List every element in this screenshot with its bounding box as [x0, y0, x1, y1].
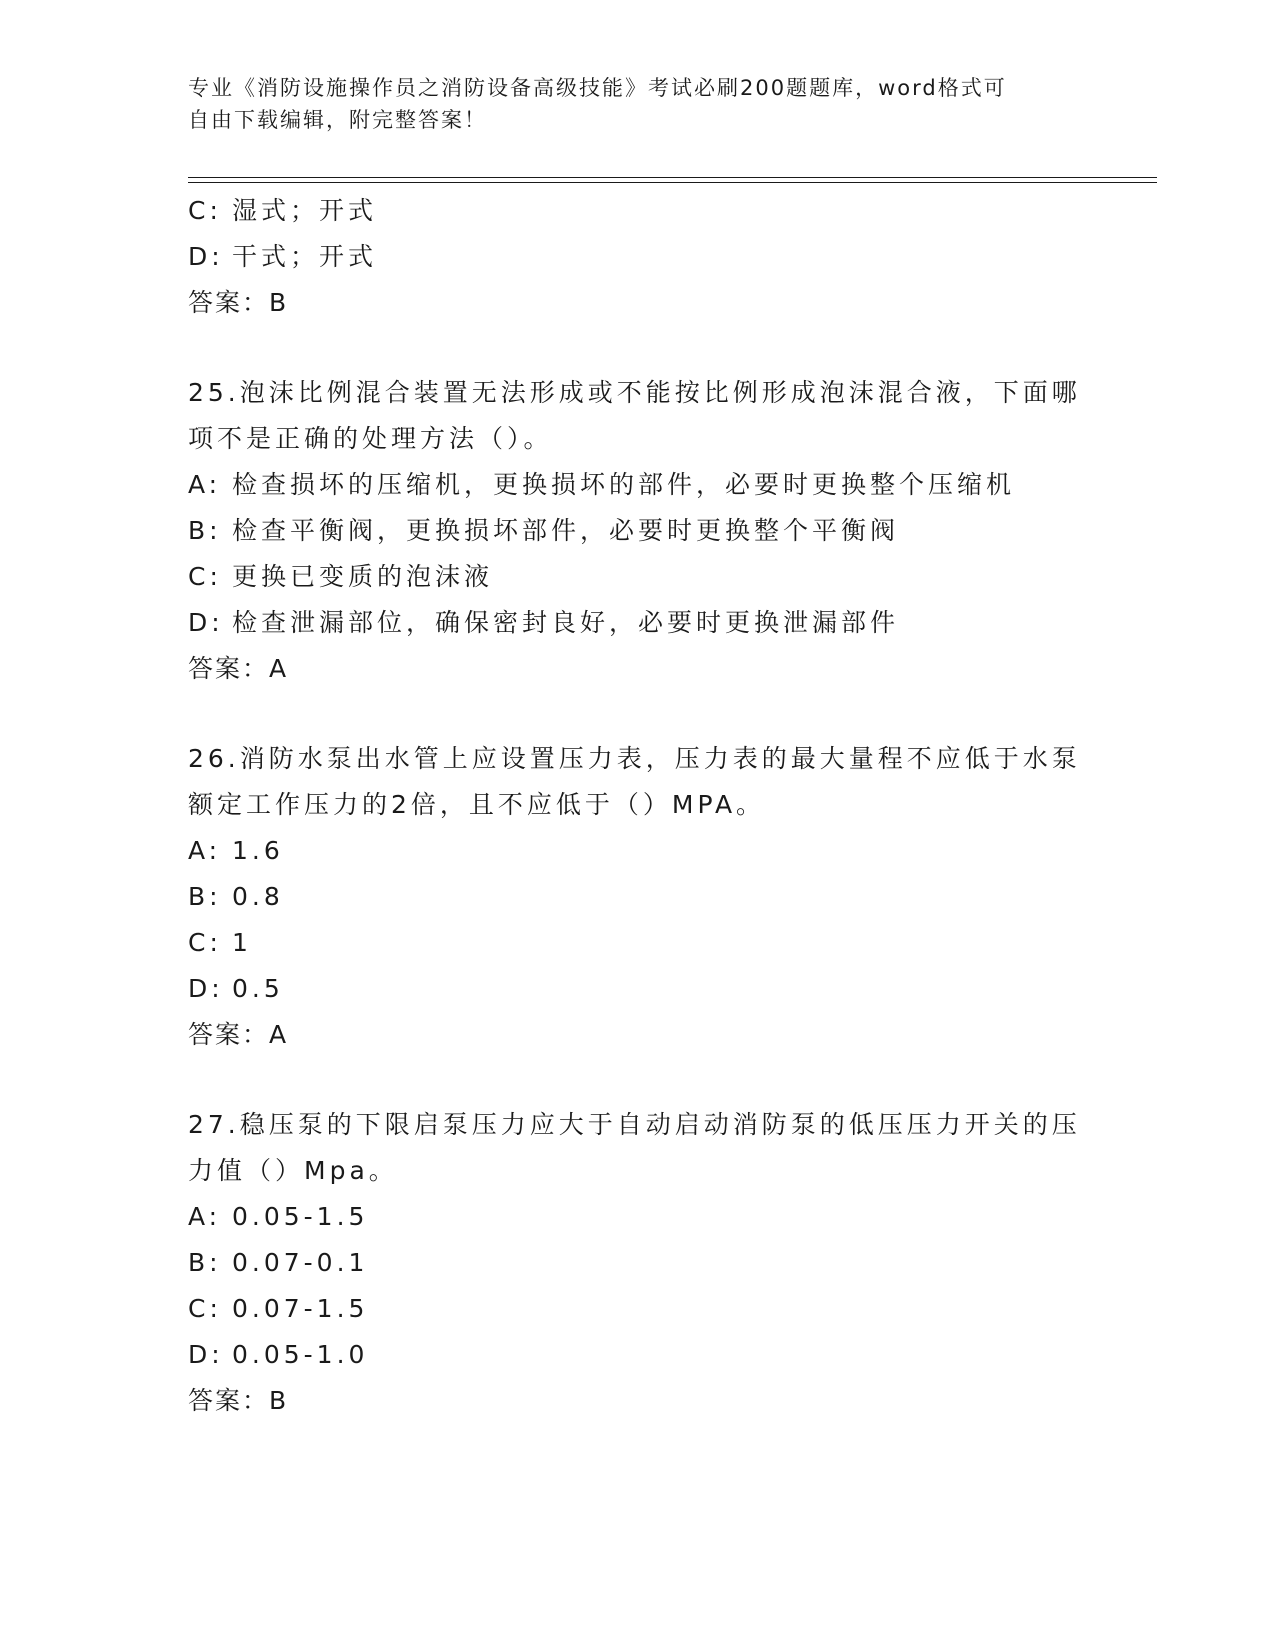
option-text: 检查平衡阀，更换损坏部件，必要时更换整个平衡阀 — [232, 516, 900, 545]
answer-line: 答案：A — [188, 654, 289, 683]
option-b — [188, 1240, 1088, 1286]
option-tag: A: — [188, 470, 222, 499]
document-body — [188, 188, 1088, 1424]
option-text: 0.07-0.1 — [232, 1248, 369, 1277]
header-line-1: 专业《消防设施操作员之消防设备高级技能》考试必刷200题题库，word格式可 — [188, 76, 1007, 100]
option-text: 1 — [232, 928, 252, 957]
option-tag: D: — [188, 974, 224, 1003]
option-d — [188, 1332, 1088, 1378]
option-text: 1.6 — [232, 836, 284, 865]
option-c — [188, 188, 1088, 234]
header-rule-bottom — [188, 182, 1157, 183]
option-text: 干式；开式 — [232, 242, 378, 271]
option-text: 湿式；开式 — [232, 196, 378, 225]
option-tag: A: — [188, 836, 222, 865]
option-b — [188, 874, 1088, 920]
option-c — [188, 1286, 1088, 1332]
option-tag: C: — [188, 928, 222, 957]
spacer — [188, 692, 1088, 736]
option-tag: D: — [188, 608, 224, 637]
option-text: 检查泄漏部位，确保密封良好，必要时更换泄漏部件 — [232, 608, 900, 637]
question-stem-line-2: 额定工作压力的2倍，且不应低于（）MPA。 — [188, 790, 766, 819]
option-b — [188, 508, 1088, 554]
option-text: 检查损坏的压缩机，更换损坏的部件，必要时更换整个压缩机 — [232, 470, 1016, 499]
option-tag: D: — [188, 242, 224, 271]
option-text: 更换已变质的泡沫液 — [232, 562, 494, 591]
question-27 — [188, 1102, 1088, 1424]
answer-line: 答案：A — [188, 1020, 289, 1049]
option-text: 0.05-1.0 — [232, 1340, 369, 1369]
answer-line: 答案：B — [188, 288, 289, 317]
option-text: 0.8 — [232, 882, 284, 911]
option-tag: B: — [188, 882, 222, 911]
question-stem-line-2: 力值（）Mpa。 — [188, 1156, 398, 1185]
option-text: 0.07-1.5 — [232, 1294, 369, 1323]
option-d — [188, 234, 1088, 280]
option-d — [188, 966, 1088, 1012]
answer-line: 答案：B — [188, 1386, 289, 1415]
option-tag: B: — [188, 516, 222, 545]
option-tag: B: — [188, 1248, 222, 1277]
option-tag: C: — [188, 1294, 222, 1323]
question-continuation — [188, 188, 1088, 326]
option-a — [188, 828, 1088, 874]
header-line-2: 自由下载编辑，附完整答案！ — [188, 108, 487, 132]
option-tag: D: — [188, 1340, 224, 1369]
option-tag: A: — [188, 1202, 222, 1231]
option-c — [188, 920, 1088, 966]
document-header — [188, 72, 1068, 136]
option-c — [188, 554, 1088, 600]
question-stem-line-1: 27.稳压泵的下限启泵压力应大于自动启动消防泵的低压压力开关的压 — [188, 1110, 1081, 1139]
spacer — [188, 326, 1088, 370]
option-a — [188, 462, 1088, 508]
option-a — [188, 1194, 1088, 1240]
spacer — [188, 1058, 1088, 1102]
question-25 — [188, 370, 1088, 692]
question-stem-line-1: 26.消防水泵出水管上应设置压力表，压力表的最大量程不应低于水泵 — [188, 744, 1081, 773]
option-text: 0.5 — [232, 974, 284, 1003]
option-d — [188, 600, 1088, 646]
question-stem-line-2: 项不是正确的处理方法（）。 — [188, 424, 553, 453]
option-tag: C: — [188, 562, 222, 591]
question-stem-line-1: 25.泡沫比例混合装置无法形成或不能按比例形成泡沫混合液，下面哪 — [188, 378, 1081, 407]
option-tag: C: — [188, 196, 222, 225]
header-rule-top — [188, 177, 1157, 178]
question-26 — [188, 736, 1088, 1058]
option-text: 0.05-1.5 — [232, 1202, 369, 1231]
